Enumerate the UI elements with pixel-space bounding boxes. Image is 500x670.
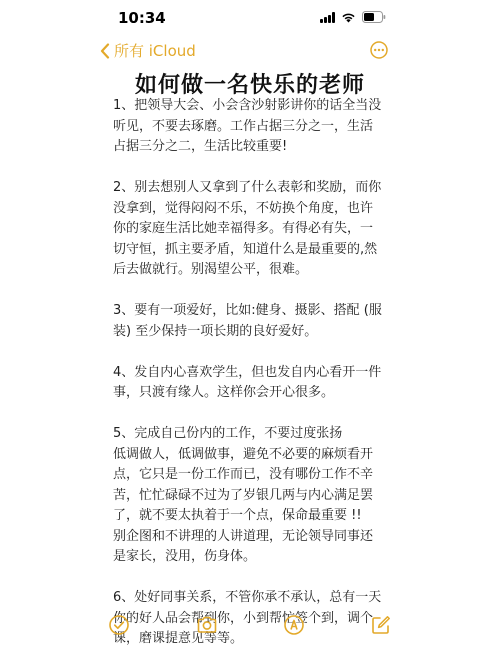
status-bar <box>0 0 500 34</box>
chevron-left-icon <box>100 43 110 59</box>
note-paragraph <box>113 96 393 158</box>
back-button[interactable] <box>100 40 196 61</box>
note-line: 后去做就行。别渴望公平，很难。 <box>113 262 309 277</box>
note-paragraph <box>113 301 393 342</box>
back-label: 所有 iCloud <box>114 42 196 60</box>
status-time: 10:34 <box>118 9 166 27</box>
note-paragraph <box>113 178 393 281</box>
note-line: 切守恒，抓主要矛盾，知道什么是最重要的,然 <box>113 241 378 257</box>
note-line: 了，就不要太执着于一个点，保命最重要 !! <box>113 508 362 523</box>
note-line: 苦，忙忙碌碌不过为了岁银几两与内心满足罢 <box>113 487 374 503</box>
compose-icon[interactable] <box>370 614 392 636</box>
cellular-signal-icon <box>320 12 335 23</box>
note-paragraph <box>113 363 393 404</box>
note-line: 事，只渡有缘人。这样你会开心很多。 <box>113 385 335 400</box>
status-icons <box>320 11 386 23</box>
wifi-icon <box>341 12 356 23</box>
nav-bar <box>0 38 500 66</box>
note-line: 1、把领导大会、小会含沙射影讲你的话全当没 <box>113 98 382 113</box>
note-line: 低调做人，低调做事，避免不必要的麻烦看开 <box>113 446 374 462</box>
note-line: 4、发自内心喜欢学生，但也发自内心看开一件 <box>113 364 382 380</box>
checklist-icon[interactable] <box>108 614 130 636</box>
note-line: 你的家庭生活比她幸福得多。有得必有失，一 <box>113 221 374 236</box>
note-line: 装) 至少保持一项长期的良好爱好。 <box>113 323 318 339</box>
more-options-icon[interactable] <box>370 41 388 59</box>
note-line: 点，它只是一份工作而已，没有哪份工作不辛 <box>113 467 374 482</box>
note-line: 听见，不要去琢磨。工作占据三分之一，生活 <box>113 118 374 134</box>
note-line: 你的好人品会帮到你，小到帮忙签个到，调个 <box>113 610 374 626</box>
note-paragraph <box>113 424 393 568</box>
markup-icon[interactable] <box>283 614 305 636</box>
note-line: 课，磨课提意见等等。 <box>113 631 244 646</box>
note-line: 5、完成自己份内的工作，不要过度张扬 <box>113 426 343 441</box>
note-line: 6、处好同事关系，不管你承不承认，总有一天 <box>113 590 382 605</box>
note-line: 是家长，没用，伤身体。 <box>113 549 257 564</box>
battery-icon <box>362 11 386 23</box>
note-line: 2、别去想别人又拿到了什么表彰和奖励，而你 <box>113 180 382 195</box>
note-line: 没拿到，觉得闷闷不乐，不妨换个角度，也许 <box>113 200 374 216</box>
note-line: 别企图和不讲理的人讲道理，无论领导同事还 <box>113 528 374 544</box>
note-line: 3、要有一项爱好，比如:健身、摄影、搭配 (服 <box>113 303 382 318</box>
note-body[interactable] <box>113 96 393 670</box>
bottom-toolbar <box>0 614 500 640</box>
camera-icon[interactable] <box>196 614 218 636</box>
note-line: 占据三分之二，生活比较重要! <box>113 139 288 154</box>
note-title: 如何做一名快乐的老师 <box>134 73 365 98</box>
